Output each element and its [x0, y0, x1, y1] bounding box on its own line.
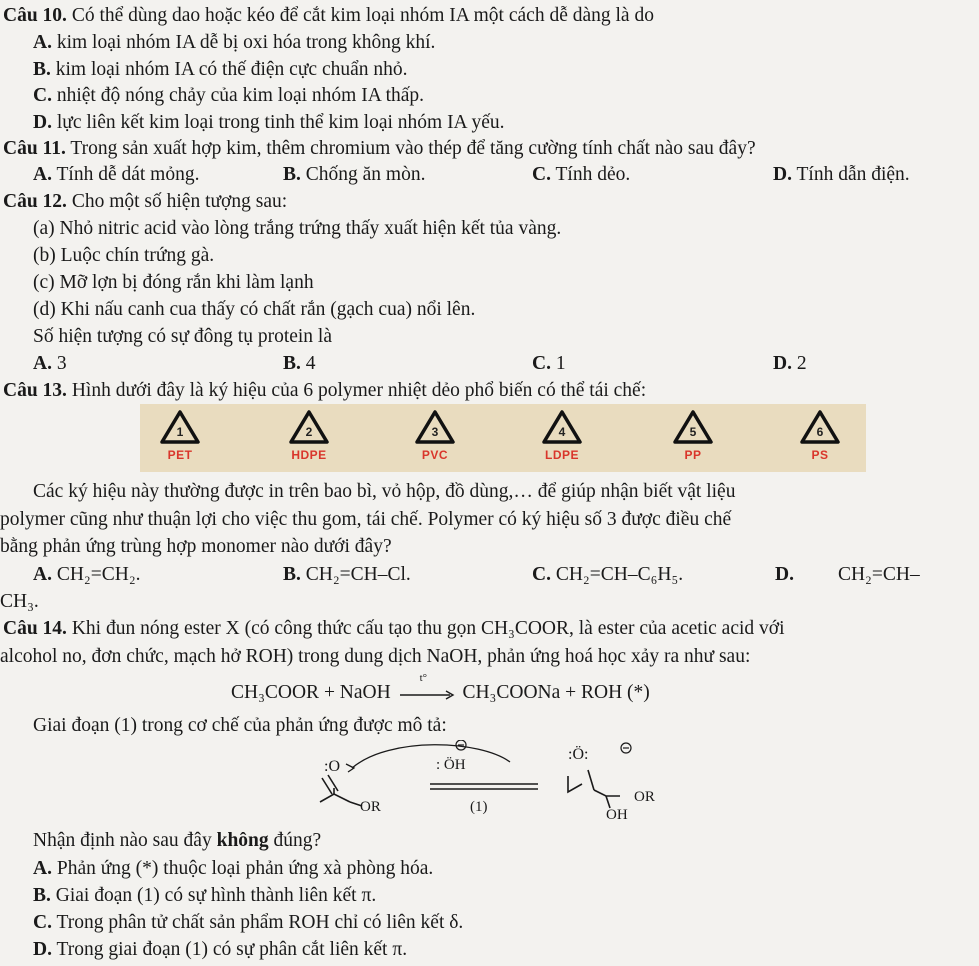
q12-item-d: (d) Khi nấu canh cua thấy có chất rắn (gạch cua) nổi lên. [33, 299, 476, 320]
q14-option-c[interactable] [33, 911, 463, 935]
intermediate-or-label: OR [634, 789, 655, 805]
hydroxide-label: : ÖH [436, 757, 466, 773]
q14-question [33, 829, 321, 853]
recycle-number: 6 [816, 425, 824, 439]
question-pre: Nhận định nào sau đây [33, 830, 217, 851]
q11-label: Câu 11. [3, 138, 66, 159]
q11-option-b[interactable] [283, 163, 425, 187]
polymer-abbr: HDPE [291, 448, 327, 462]
ester-or-label: OR [360, 799, 381, 815]
recycle-number: 5 [689, 425, 697, 439]
option-text: CH₂=CH–C₆H₅. [555, 564, 684, 585]
q13-text: Hình dưới đây là ký hiệu của 6 polymer nhiệt dẻo phổ biến có thể tái chế: [66, 380, 647, 401]
recycle-number: 3 [431, 425, 439, 439]
question-emphasis: không [216, 830, 269, 851]
q14-stem [3, 617, 785, 641]
q10-text: Có thể dùng dao hoặc kéo để cắt kim loại nhóm IA một cách dễ dàng là do [66, 5, 654, 26]
alkoxide-oxygen-label: :Ö: [568, 746, 589, 763]
q11-option-d[interactable] [773, 163, 910, 187]
q13-stem [3, 379, 646, 403]
carbonyl-oxygen-label: :O [324, 758, 340, 775]
q14-option-a[interactable] [33, 857, 433, 881]
q12-option-b[interactable] [283, 352, 316, 376]
option-key: B. [283, 164, 301, 185]
option-key: B. [283, 353, 301, 374]
q14-option-d[interactable] [33, 938, 407, 962]
option-text: Phản ứng (*) thuộc loại phản ứng xà phòng hóa. [51, 858, 434, 879]
q13-option-a[interactable] [33, 563, 141, 587]
q14-stage-text: Giai đoạn (1) trong cơ chế của phản ứng được mô tả: [33, 715, 447, 736]
option-key: A. [33, 353, 52, 374]
polymer-abbr: PS [811, 448, 829, 462]
option-text: 3 [51, 353, 67, 374]
option-key: D. [33, 112, 52, 133]
q12-question: Số hiện tượng có sự đông tụ protein là [33, 326, 333, 347]
reaction-arrow [396, 671, 458, 704]
polymer-abbr: PP [684, 448, 702, 462]
recycle-number: 2 [305, 425, 313, 439]
recycle-triangle-icon [158, 408, 202, 448]
option-text: Tính dẻo. [550, 164, 631, 185]
option-key: A. [33, 564, 52, 585]
option-key: D. [773, 353, 792, 374]
recycling-symbols-strip [140, 404, 866, 472]
option-text: CH₂=CH– [837, 564, 920, 585]
option-key: B. [283, 564, 301, 585]
reaction-condition: t° [419, 671, 428, 684]
intermediate-oh-label: OH [606, 807, 628, 823]
q13-text-3: bằng phản ứng trùng hợp monomer nào dưới đây? [0, 536, 392, 557]
recycle-triangle-icon [287, 408, 331, 448]
q10-stem [3, 4, 654, 28]
recycle-symbol-3 [395, 408, 475, 462]
recycle-triangle-icon [671, 408, 715, 448]
option-text: nhiệt độ nóng chảy của kim loại nhóm IA thấp. [51, 85, 425, 106]
recycle-symbol-1 [140, 408, 220, 462]
polymer-abbr: PET [167, 448, 193, 462]
option-text: Tính dễ dát mỏng. [51, 164, 200, 185]
q13-option-c[interactable] [532, 563, 683, 587]
option-key: B. [33, 59, 51, 80]
option-key: D. [775, 564, 794, 585]
option-text: Tính dẫn điện. [791, 164, 910, 185]
q10-option-a[interactable] [33, 31, 435, 55]
option-key: C. [532, 353, 551, 374]
option-text: Trong phân tử chất sản phẩm ROH chỉ có liên kết δ. [51, 912, 464, 933]
recycle-symbol-6 [780, 408, 860, 462]
q13-option-d-wrap: CH₃. [0, 591, 39, 612]
option-key: C. [532, 564, 551, 585]
option-key: B. [33, 885, 51, 906]
q13-option-d[interactable] [775, 563, 920, 587]
recycle-number: 4 [558, 425, 566, 439]
option-text: CH₂=CH₂. [56, 564, 141, 585]
equation-left: CH₃COOR + NaOH [231, 682, 391, 703]
q11-stem [3, 137, 756, 161]
option-text: CH₂=CH–Cl. [305, 564, 411, 585]
option-text: Trong giai đoạn (1) có sự phân cắt liên kết π. [51, 939, 408, 960]
option-text: 2 [791, 353, 807, 374]
recycle-symbol-5 [653, 408, 733, 462]
q12-text: Cho một số hiện tượng sau: [66, 191, 288, 212]
recycle-number: 1 [176, 425, 184, 439]
option-key: A. [33, 858, 52, 879]
recycle-triangle-icon [413, 408, 457, 448]
q11-option-a[interactable] [33, 163, 199, 187]
q14-label: Câu 14. [3, 618, 67, 639]
q14-text: Khi đun nóng ester X (có công thức cấu tạo thu gọn CH₃COOR, là ester của acetic acid với [66, 618, 785, 639]
q10-option-c[interactable] [33, 84, 424, 108]
option-text: Giai đoạn (1) có sự hình thành liên kết π. [50, 885, 377, 906]
mechanism-diagram [310, 740, 680, 830]
recycle-symbol-2 [269, 408, 349, 462]
option-key: C. [33, 85, 52, 106]
q12-option-a[interactable] [33, 352, 67, 376]
q12-item-b: (b) Luộc chín trứng gà. [33, 245, 215, 266]
option-text: lực liên kết kim loại trong tinh thể kim loại nhóm IA yếu. [51, 112, 505, 133]
option-text: Chống ăn mòn. [300, 164, 426, 185]
option-key: A. [33, 164, 52, 185]
reaction-equation [231, 671, 650, 705]
q14-stem-2: alcohol no, đơn chức, mạch hở ROH) trong dung dịch NaOH, phản ứng hoá học xảy ra như sau: [0, 646, 751, 667]
q12-item-a: (a) Nhỏ nitric acid vào lòng trắng trứng thấy xuất hiện kết tủa vàng. [33, 218, 562, 239]
option-key: C. [33, 912, 52, 933]
q12-label: Câu 12. [3, 191, 67, 212]
q10-option-d[interactable] [33, 111, 504, 135]
q14-option-b[interactable] [33, 884, 376, 908]
option-key: A. [33, 32, 52, 53]
q12-stem [3, 190, 287, 214]
q13-text-2: polymer cũng như thuận lợi cho việc thu gom, tái chế. Polymer có ký hiệu số 3 được điều chế [0, 509, 732, 530]
q12-item-c: (c) Mỡ lợn bị đóng rắn khi làm lạnh [33, 272, 314, 293]
equation-right: CH₃COONa + ROH (*) [462, 682, 650, 703]
polymer-abbr: PVC [421, 448, 449, 462]
q13-label: Câu 13. [3, 380, 67, 401]
arrow-right-icon [396, 684, 458, 704]
option-key: C. [532, 164, 551, 185]
option-text: 1 [550, 353, 566, 374]
recycle-triangle-icon [540, 408, 584, 448]
option-text: kim loại nhóm IA có thế điện cực chuẩn nhỏ. [50, 59, 408, 80]
option-text: kim loại nhóm IA dễ bị oxi hóa trong không khí. [51, 32, 436, 53]
q10-label: Câu 10. [3, 5, 67, 26]
q13-text-1: Các ký hiệu này thường được in trên bao bì, vỏ hộp, đồ dùng,… để giúp nhận biết vật liệu [33, 481, 736, 502]
q11-option-c[interactable] [532, 163, 630, 187]
q13-option-b[interactable] [283, 563, 411, 587]
recycle-triangle-icon [798, 408, 842, 448]
q12-option-c[interactable] [532, 352, 566, 376]
option-key: D. [33, 939, 52, 960]
recycle-symbol-4 [522, 408, 602, 462]
step-number-label: (1) [470, 799, 488, 815]
question-post: đúng? [268, 830, 322, 851]
q12-option-d[interactable] [773, 352, 807, 376]
q10-option-b[interactable] [33, 58, 408, 82]
option-text: 4 [300, 353, 316, 374]
option-key: D. [773, 164, 792, 185]
q11-text: Trong sản xuất hợp kim, thêm chromium vào thép để tăng cường tính chất nào sau đây? [65, 138, 756, 159]
polymer-abbr: LDPE [544, 448, 579, 462]
